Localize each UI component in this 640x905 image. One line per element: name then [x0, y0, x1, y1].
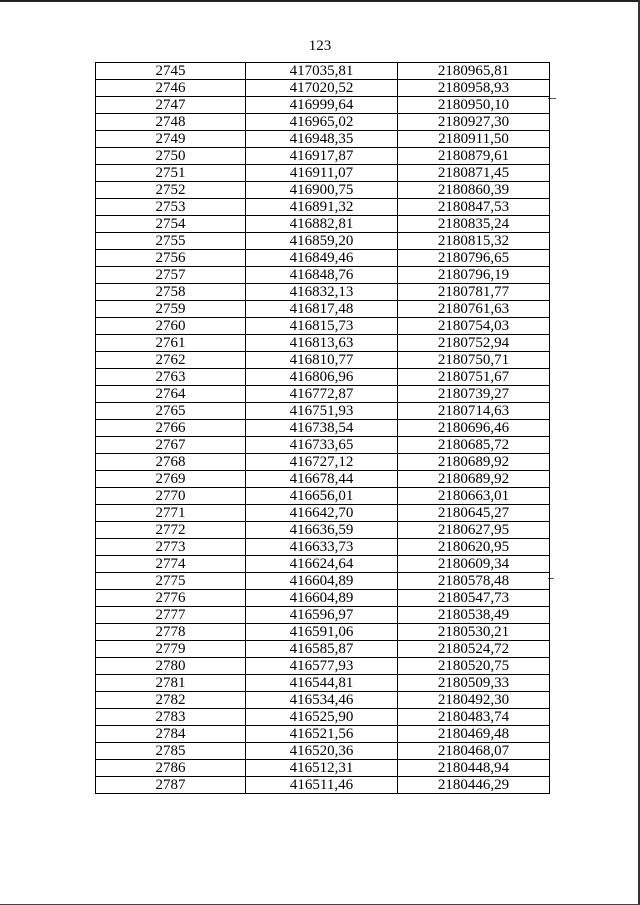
y-coordinate-cell: 2180448,94 [398, 760, 550, 777]
point-number-cell: 2765 [96, 403, 246, 420]
table-row [96, 250, 550, 267]
table-row [96, 488, 550, 505]
x-coordinate-cell: 416534,46 [246, 692, 398, 709]
x-coordinate-cell: 416965,02 [246, 114, 398, 131]
y-coordinate-cell: 2180446,29 [398, 777, 550, 794]
point-number-cell: 2768 [96, 454, 246, 471]
y-coordinate-cell: 2180520,75 [398, 658, 550, 675]
x-coordinate-cell: 417035,81 [246, 63, 398, 80]
table-row [96, 624, 550, 641]
y-coordinate-cell: 2180835,24 [398, 216, 550, 233]
y-coordinate-cell: 2180847,53 [398, 199, 550, 216]
point-number-cell: 2762 [96, 352, 246, 369]
y-coordinate-cell: 2180627,95 [398, 522, 550, 539]
x-coordinate-cell: 416633,73 [246, 539, 398, 556]
y-coordinate-cell: 2180547,73 [398, 590, 550, 607]
table-row [96, 420, 550, 437]
point-number-cell: 2763 [96, 369, 246, 386]
y-coordinate-cell: 2180750,71 [398, 352, 550, 369]
y-coordinate-cell: 2180796,19 [398, 267, 550, 284]
y-coordinate-cell: 2180469,48 [398, 726, 550, 743]
x-coordinate-cell: 416642,70 [246, 505, 398, 522]
y-coordinate-cell: 2180739,27 [398, 386, 550, 403]
table-row [96, 352, 550, 369]
x-coordinate-cell: 416817,48 [246, 301, 398, 318]
table-row [96, 267, 550, 284]
y-coordinate-cell: 2180761,63 [398, 301, 550, 318]
table-row [96, 386, 550, 403]
y-coordinate-cell: 2180796,65 [398, 250, 550, 267]
point-number-cell: 2750 [96, 148, 246, 165]
x-coordinate-cell: 416604,89 [246, 590, 398, 607]
point-number-cell: 2752 [96, 182, 246, 199]
table-row [96, 335, 550, 352]
table-row [96, 148, 550, 165]
x-coordinate-cell: 416917,87 [246, 148, 398, 165]
table-row [96, 454, 550, 471]
table-row [96, 692, 550, 709]
table-row [96, 199, 550, 216]
y-coordinate-cell: 2180965,81 [398, 63, 550, 80]
x-coordinate-cell: 416849,46 [246, 250, 398, 267]
point-number-cell: 2755 [96, 233, 246, 250]
point-number-cell: 2745 [96, 63, 246, 80]
point-number-cell: 2780 [96, 658, 246, 675]
table-row [96, 369, 550, 386]
point-number-cell: 2773 [96, 539, 246, 556]
x-coordinate-cell: 416727,12 [246, 454, 398, 471]
point-number-cell: 2786 [96, 760, 246, 777]
point-number-cell: 2748 [96, 114, 246, 131]
y-coordinate-cell: 2180530,21 [398, 624, 550, 641]
y-coordinate-cell: 2180860,39 [398, 182, 550, 199]
point-number-cell: 2759 [96, 301, 246, 318]
x-coordinate-cell: 417020,52 [246, 80, 398, 97]
point-number-cell: 2769 [96, 471, 246, 488]
table-row [96, 97, 550, 114]
y-coordinate-cell: 2180751,67 [398, 369, 550, 386]
y-coordinate-cell: 2180578,48 [398, 573, 550, 590]
table-row [96, 182, 550, 199]
y-coordinate-cell: 2180468,07 [398, 743, 550, 760]
y-coordinate-cell: 2180781,77 [398, 284, 550, 301]
point-number-cell: 2751 [96, 165, 246, 182]
x-coordinate-cell: 416882,81 [246, 216, 398, 233]
x-coordinate-cell: 416751,93 [246, 403, 398, 420]
point-number-cell: 2766 [96, 420, 246, 437]
x-coordinate-cell: 416813,63 [246, 335, 398, 352]
y-coordinate-cell: 2180879,61 [398, 148, 550, 165]
x-coordinate-cell: 416911,07 [246, 165, 398, 182]
table-row [96, 556, 550, 573]
y-coordinate-cell: 2180685,72 [398, 437, 550, 454]
x-coordinate-cell: 416521,56 [246, 726, 398, 743]
y-coordinate-cell: 2180696,46 [398, 420, 550, 437]
table-row [96, 437, 550, 454]
table-row [96, 607, 550, 624]
table-row [96, 165, 550, 182]
scan-edge-top [0, 0, 640, 2]
x-coordinate-cell: 416525,90 [246, 709, 398, 726]
table-row [96, 539, 550, 556]
table-row [96, 573, 550, 590]
y-coordinate-cell: 2180689,92 [398, 454, 550, 471]
x-coordinate-cell: 416810,77 [246, 352, 398, 369]
point-number-cell: 2774 [96, 556, 246, 573]
table-row [96, 777, 550, 794]
table-row [96, 216, 550, 233]
point-number-cell: 2753 [96, 199, 246, 216]
x-coordinate-cell: 416591,06 [246, 624, 398, 641]
x-coordinate-cell: 416512,31 [246, 760, 398, 777]
x-coordinate-cell: 416832,13 [246, 284, 398, 301]
y-coordinate-cell: 2180524,72 [398, 641, 550, 658]
table-row [96, 63, 550, 80]
y-coordinate-cell: 2180689,92 [398, 471, 550, 488]
x-coordinate-cell: 416604,89 [246, 573, 398, 590]
x-coordinate-cell: 416806,96 [246, 369, 398, 386]
point-number-cell: 2747 [96, 97, 246, 114]
y-coordinate-cell: 2180663,01 [398, 488, 550, 505]
y-coordinate-cell: 2180645,27 [398, 505, 550, 522]
y-coordinate-cell: 2180754,03 [398, 318, 550, 335]
x-coordinate-cell: 416577,93 [246, 658, 398, 675]
y-coordinate-cell: 2180483,74 [398, 709, 550, 726]
point-number-cell: 2778 [96, 624, 246, 641]
x-coordinate-cell: 416900,75 [246, 182, 398, 199]
table-row [96, 301, 550, 318]
point-number-cell: 2767 [96, 437, 246, 454]
table-row [96, 233, 550, 250]
page-number: 123 [308, 38, 332, 54]
coordinates-table [95, 62, 550, 794]
x-coordinate-cell: 416848,76 [246, 267, 398, 284]
x-coordinate-cell: 416772,87 [246, 386, 398, 403]
point-number-cell: 2772 [96, 522, 246, 539]
table-row [96, 471, 550, 488]
point-number-cell: 2761 [96, 335, 246, 352]
point-number-cell: 2776 [96, 590, 246, 607]
y-coordinate-cell: 2180714,63 [398, 403, 550, 420]
point-number-cell: 2758 [96, 284, 246, 301]
y-coordinate-cell: 2180609,34 [398, 556, 550, 573]
y-coordinate-cell: 2180620,95 [398, 539, 550, 556]
x-coordinate-cell: 416656,01 [246, 488, 398, 505]
point-number-cell: 2775 [96, 573, 246, 590]
point-number-cell: 2784 [96, 726, 246, 743]
y-coordinate-cell: 2180492,30 [398, 692, 550, 709]
table-row [96, 675, 550, 692]
y-coordinate-cell: 2180752,94 [398, 335, 550, 352]
table-row [96, 284, 550, 301]
x-coordinate-cell: 416544,81 [246, 675, 398, 692]
table-row [96, 114, 550, 131]
x-coordinate-cell: 416733,65 [246, 437, 398, 454]
table-row [96, 743, 550, 760]
table-row [96, 403, 550, 420]
table-row [96, 658, 550, 675]
table-row [96, 709, 550, 726]
table-row [96, 590, 550, 607]
y-coordinate-cell: 2180871,45 [398, 165, 550, 182]
point-number-cell: 2779 [96, 641, 246, 658]
table-row [96, 131, 550, 148]
table-row [96, 505, 550, 522]
y-coordinate-cell: 2180911,50 [398, 131, 550, 148]
point-number-cell: 2783 [96, 709, 246, 726]
table-row [96, 318, 550, 335]
point-number-cell: 2746 [96, 80, 246, 97]
x-coordinate-cell: 416520,36 [246, 743, 398, 760]
point-number-cell: 2757 [96, 267, 246, 284]
x-coordinate-cell: 416999,64 [246, 97, 398, 114]
table-row [96, 760, 550, 777]
y-coordinate-cell: 2180815,32 [398, 233, 550, 250]
point-number-cell: 2782 [96, 692, 246, 709]
point-number-cell: 2764 [96, 386, 246, 403]
x-coordinate-cell: 416585,87 [246, 641, 398, 658]
table-row [96, 641, 550, 658]
point-number-cell: 2771 [96, 505, 246, 522]
point-number-cell: 2770 [96, 488, 246, 505]
point-number-cell: 2781 [96, 675, 246, 692]
table-row [96, 522, 550, 539]
x-coordinate-cell: 416738,54 [246, 420, 398, 437]
point-number-cell: 2777 [96, 607, 246, 624]
table-row [96, 726, 550, 743]
point-number-cell: 2760 [96, 318, 246, 335]
x-coordinate-cell: 416859,20 [246, 233, 398, 250]
x-coordinate-cell: 416511,46 [246, 777, 398, 794]
point-number-cell: 2754 [96, 216, 246, 233]
x-coordinate-cell: 416678,44 [246, 471, 398, 488]
x-coordinate-cell: 416596,97 [246, 607, 398, 624]
y-coordinate-cell: 2180927,30 [398, 114, 550, 131]
x-coordinate-cell: 416815,73 [246, 318, 398, 335]
table-row [96, 80, 550, 97]
y-coordinate-cell: 2180950,10 [398, 97, 550, 114]
x-coordinate-cell: 416636,59 [246, 522, 398, 539]
x-coordinate-cell: 416624,64 [246, 556, 398, 573]
y-coordinate-cell: 2180509,33 [398, 675, 550, 692]
y-coordinate-cell: 2180538,49 [398, 607, 550, 624]
x-coordinate-cell: 416948,35 [246, 131, 398, 148]
point-number-cell: 2749 [96, 131, 246, 148]
coordinates-table-body [96, 63, 550, 794]
y-coordinate-cell: 2180958,93 [398, 80, 550, 97]
x-coordinate-cell: 416891,32 [246, 199, 398, 216]
point-number-cell: 2785 [96, 743, 246, 760]
point-number-cell: 2756 [96, 250, 246, 267]
point-number-cell: 2787 [96, 777, 246, 794]
